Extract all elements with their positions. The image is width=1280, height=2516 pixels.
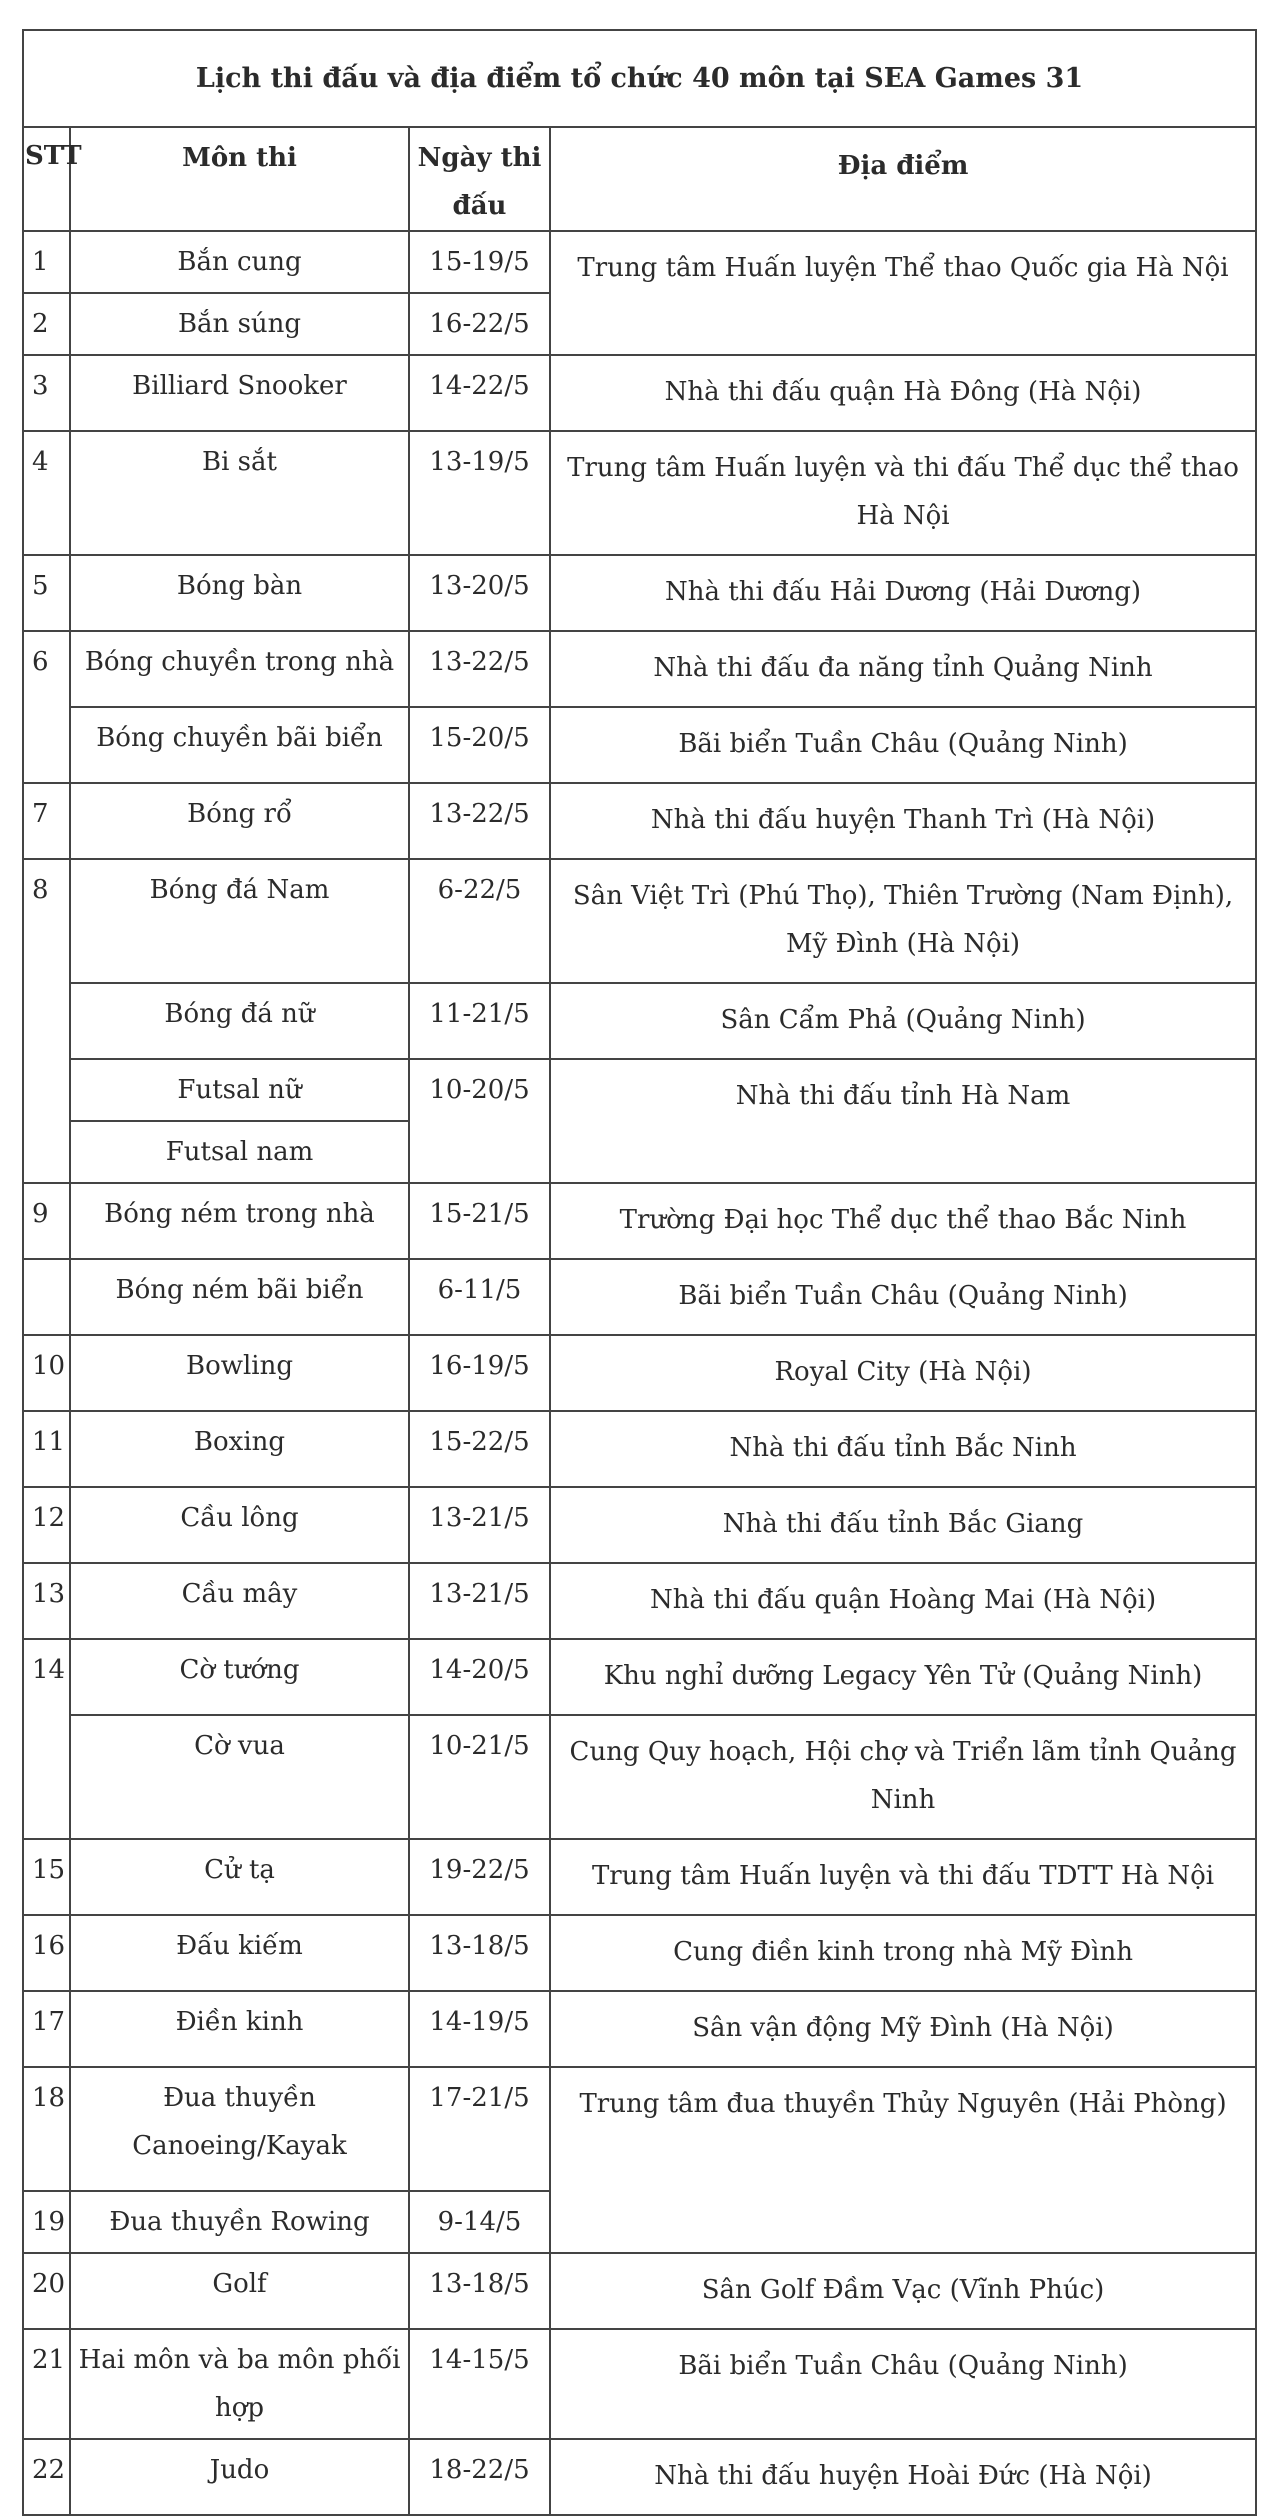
stt-cell: 18 [23, 2067, 70, 2191]
sport-cell: Cầu mây [70, 1563, 409, 1639]
venue-cell: Sân Việt Trì (Phú Thọ), Thiên Trường (Nam Định), Mỹ Đình (Hà Nội) [550, 859, 1256, 983]
table-row [23, 355, 1256, 431]
table-row [23, 783, 1256, 859]
date-cell: 13-22/5 [409, 783, 550, 859]
venue-cell: Nhà thi đấu Hải Dương (Hải Dương) [550, 555, 1256, 631]
stt-cell: 19 [23, 2191, 70, 2253]
stt-cell: 7 [23, 783, 70, 859]
sport-cell: Bóng đá Nam [70, 859, 409, 983]
stt-cell: 4 [23, 431, 70, 555]
venue-cell: Trung tâm Huấn luyện và thi đấu TDTT Hà Nội [550, 1839, 1256, 1915]
stt-cell: 15 [23, 1839, 70, 1915]
header-row [23, 127, 1256, 231]
venue-cell: Bãi biển Tuần Châu (Quảng Ninh) [550, 2329, 1256, 2439]
stt-cell: 6 [23, 631, 70, 783]
venue-cell: Bãi biển Tuần Châu (Quảng Ninh) [550, 1259, 1256, 1335]
table-row [23, 2067, 1256, 2191]
venue-cell: Cung Quy hoạch, Hội chợ và Triển lãm tỉnh Quảng Ninh [550, 1715, 1256, 1839]
date-cell: 15-20/5 [409, 707, 550, 783]
stt-cell: 10 [23, 1335, 70, 1411]
sport-cell: Bi sắt [70, 431, 409, 555]
sport-cell: Hai môn và ba môn phối hợp [70, 2329, 409, 2439]
header-stt: STT [23, 127, 70, 231]
stt-cell: 16 [23, 1915, 70, 1991]
venue-cell: Nhà thi đấu tỉnh Hà Nam [550, 1059, 1256, 1183]
header-mon-thi: Môn thi [70, 127, 409, 231]
venue-cell: Trung tâm Huấn luyện và thi đấu Thể dục thể thao Hà Nội [550, 431, 1256, 555]
date-cell: 14-19/5 [409, 1991, 550, 2067]
venue-cell: Sân Cẩm Phả (Quảng Ninh) [550, 983, 1256, 1059]
table-row [23, 1839, 1256, 1915]
stt-cell: 14 [23, 1639, 70, 1839]
venue-cell: Nhà thi đấu đa năng tỉnh Quảng Ninh [550, 631, 1256, 707]
table-row [23, 555, 1256, 631]
sport-cell: Bóng chuyền bãi biển [70, 707, 409, 783]
header-dia-diem: Địa điểm [550, 127, 1256, 231]
sport-cell: Cờ vua [70, 1715, 409, 1839]
date-cell: 15-22/5 [409, 1411, 550, 1487]
sport-cell: Bóng ném bãi biển [70, 1259, 409, 1335]
venue-cell: Trung tâm đua thuyền Thủy Nguyên (Hải Phòng) [550, 2067, 1256, 2253]
sport-cell: Đua thuyền Rowing [70, 2191, 409, 2253]
sport-cell: Bóng rổ [70, 783, 409, 859]
date-cell: 18-22/5 [409, 2439, 550, 2515]
table-row [23, 1335, 1256, 1411]
date-cell: 13-18/5 [409, 1915, 550, 1991]
venue-cell: Nhà thi đấu quận Hà Đông (Hà Nội) [550, 355, 1256, 431]
table-row [23, 1183, 1256, 1259]
stt-cell: 8 [23, 859, 70, 1183]
stt-cell: 20 [23, 2253, 70, 2329]
sport-cell: Bắn súng [70, 293, 409, 355]
table-row [23, 707, 1256, 783]
sport-cell: Futsal nam [70, 1121, 409, 1183]
table-row [23, 2329, 1256, 2439]
date-cell: 16-22/5 [409, 293, 550, 355]
table-row [23, 1915, 1256, 1991]
date-cell: 15-21/5 [409, 1183, 550, 1259]
date-cell: 6-22/5 [409, 859, 550, 983]
table-row [23, 631, 1256, 707]
date-cell: 6-11/5 [409, 1259, 550, 1335]
venue-cell: Royal City (Hà Nội) [550, 1335, 1256, 1411]
header-ngay-thi-dau: Ngày thi đấu [409, 127, 550, 231]
venue-cell: Bãi biển Tuần Châu (Quảng Ninh) [550, 707, 1256, 783]
venue-cell: Sân Golf Đầm Vạc (Vĩnh Phúc) [550, 2253, 1256, 2329]
sport-cell: Boxing [70, 1411, 409, 1487]
table-row [23, 1563, 1256, 1639]
sport-cell: Đua thuyền Canoeing/Kayak [70, 2067, 409, 2191]
sport-cell: Đấu kiếm [70, 1915, 409, 1991]
table-row [23, 2439, 1256, 2515]
sport-cell: Bóng đá nữ [70, 983, 409, 1059]
sport-cell: Bóng chuyền trong nhà [70, 631, 409, 707]
table-row [23, 1487, 1256, 1563]
date-cell: 9-14/5 [409, 2191, 550, 2253]
stt-cell: 11 [23, 1411, 70, 1487]
sport-cell: Judo [70, 2439, 409, 2515]
venue-cell: Sân vận động Mỹ Đình (Hà Nội) [550, 1991, 1256, 2067]
stt-cell: 22 [23, 2439, 70, 2515]
sport-cell: Cờ tướng [70, 1639, 409, 1715]
table-row [23, 859, 1256, 983]
date-cell: 10-20/5 [409, 1059, 550, 1183]
venue-cell: Cung điền kinh trong nhà Mỹ Đình [550, 1915, 1256, 1991]
table-row [23, 1715, 1256, 1839]
stt-cell: 17 [23, 1991, 70, 2067]
stt-cell: 3 [23, 355, 70, 431]
date-cell: 13-20/5 [409, 555, 550, 631]
table-title: Lịch thi đấu và địa điểm tổ chức 40 môn tại SEA Games 31 [23, 30, 1256, 127]
sport-cell: Billiard Snooker [70, 355, 409, 431]
date-cell: 17-21/5 [409, 2067, 550, 2191]
stt-cell: 5 [23, 555, 70, 631]
date-cell: 11-21/5 [409, 983, 550, 1059]
venue-cell: Nhà thi đấu tỉnh Bắc Giang [550, 1487, 1256, 1563]
table-row [23, 983, 1256, 1059]
date-cell: 14-22/5 [409, 355, 550, 431]
table-row [23, 1411, 1256, 1487]
stt-cell: 21 [23, 2329, 70, 2439]
stt-cell: 12 [23, 1487, 70, 1563]
date-cell: 14-20/5 [409, 1639, 550, 1715]
venue-cell: Nhà thi đấu tỉnh Bắc Ninh [550, 1411, 1256, 1487]
date-cell: 10-21/5 [409, 1715, 550, 1839]
schedule-table [22, 29, 1257, 2516]
stt-cell: 1 [23, 231, 70, 293]
venue-cell: Trường Đại học Thể dục thể thao Bắc Ninh [550, 1183, 1256, 1259]
venue-cell: Nhà thi đấu quận Hoàng Mai (Hà Nội) [550, 1563, 1256, 1639]
venue-cell: Nhà thi đấu huyện Thanh Trì (Hà Nội) [550, 783, 1256, 859]
table-row [23, 1259, 1256, 1335]
venue-cell: Trung tâm Huấn luyện Thể thao Quốc gia Hà Nội [550, 231, 1256, 355]
date-cell: 14-15/5 [409, 2329, 550, 2439]
date-cell: 13-21/5 [409, 1487, 550, 1563]
table-row [23, 2253, 1256, 2329]
date-cell: 13-22/5 [409, 631, 550, 707]
stt-cell: 2 [23, 293, 70, 355]
sport-cell: Cầu lông [70, 1487, 409, 1563]
title-row [23, 30, 1256, 127]
sport-cell: Bóng bàn [70, 555, 409, 631]
date-cell: 15-19/5 [409, 231, 550, 293]
date-cell: 13-19/5 [409, 431, 550, 555]
table-row [23, 1059, 1256, 1121]
stt-cell: 13 [23, 1563, 70, 1639]
venue-cell: Khu nghỉ dưỡng Legacy Yên Tử (Quảng Ninh) [550, 1639, 1256, 1715]
date-cell: 16-19/5 [409, 1335, 550, 1411]
sport-cell: Điền kinh [70, 1991, 409, 2067]
sport-cell: Futsal nữ [70, 1059, 409, 1121]
venue-cell: Nhà thi đấu huyện Hoài Đức (Hà Nội) [550, 2439, 1256, 2515]
sport-cell: Cử tạ [70, 1839, 409, 1915]
date-cell: 13-21/5 [409, 1563, 550, 1639]
stt-cell: 9 [23, 1183, 70, 1259]
sport-cell: Bóng ném trong nhà [70, 1183, 409, 1259]
stt-cell [23, 1259, 70, 1335]
date-cell: 13-18/5 [409, 2253, 550, 2329]
table-row [23, 431, 1256, 555]
table-row [23, 1639, 1256, 1715]
date-cell: 19-22/5 [409, 1839, 550, 1915]
sport-cell: Golf [70, 2253, 409, 2329]
sport-cell: Bắn cung [70, 231, 409, 293]
sport-cell: Bowling [70, 1335, 409, 1411]
table-row [23, 1991, 1256, 2067]
table-row [23, 231, 1256, 293]
